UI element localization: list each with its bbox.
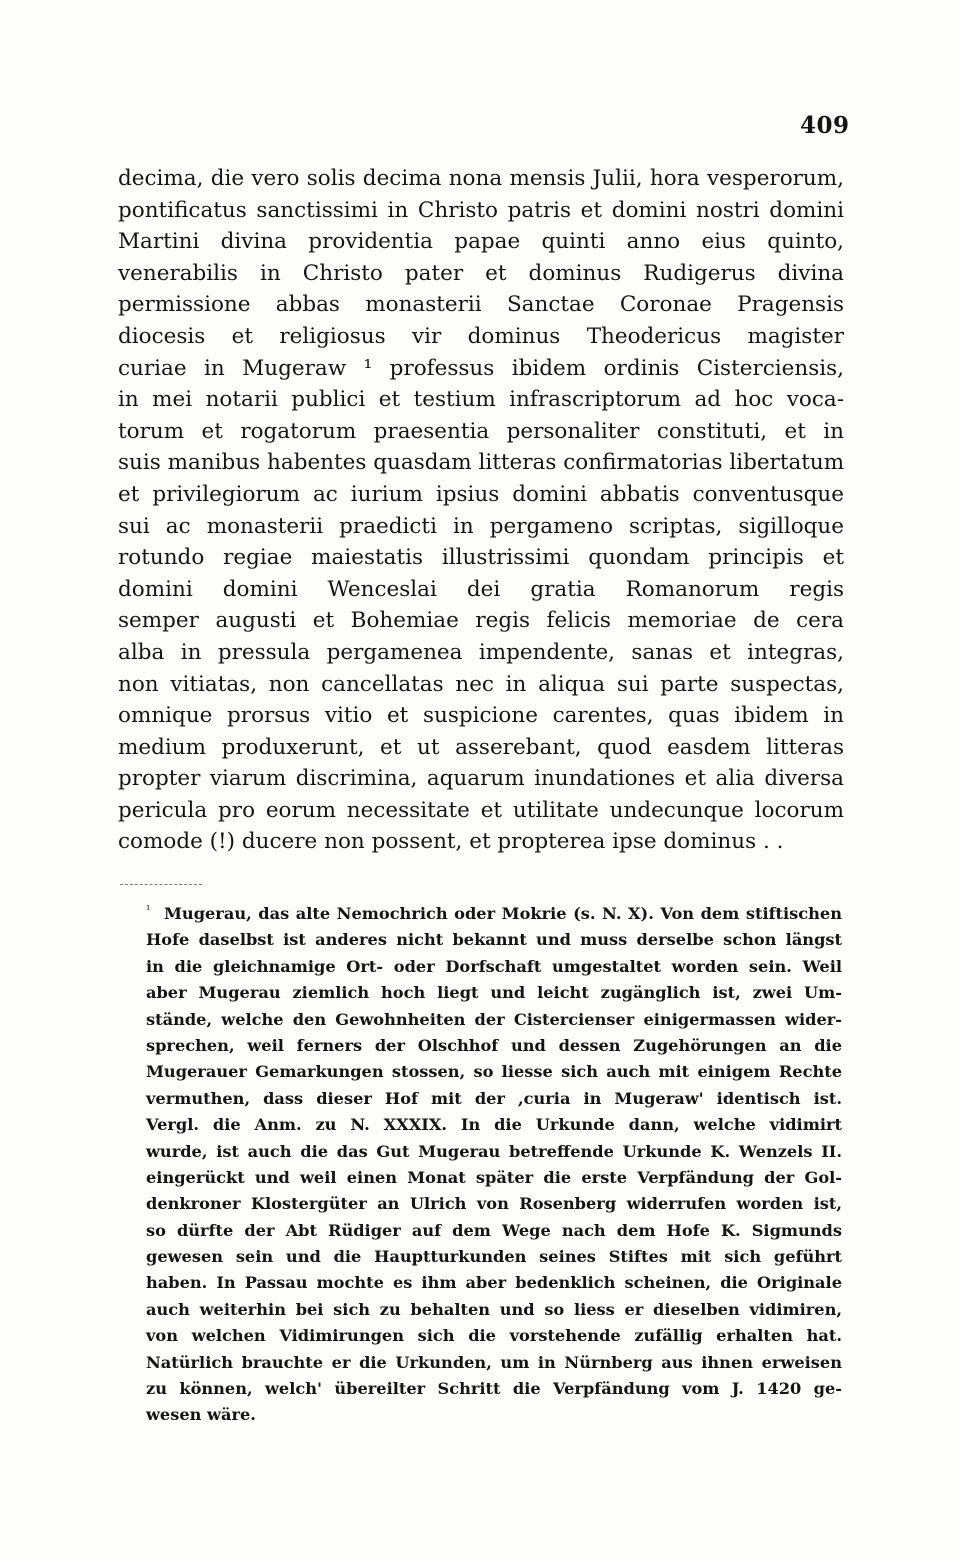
text-line: semper augusti et Bohemiae regis felicis memoriae de cera — [118, 608, 844, 634]
footnote-line: haben. In Passau mochte es ihm aber bedenklich scheinen, die Originale — [146, 1273, 842, 1293]
text-line: propter viarum discrimina, aquarum inundationes et alia diversa — [118, 766, 844, 792]
footnote-line: gewesen sein und die Hauptturkunden seines Stiftes mit sich geführt — [146, 1247, 842, 1267]
footnote-block — [146, 901, 842, 1429]
text-line: suis manibus habentes quasdam litteras confirmatorias libertatum — [118, 450, 845, 476]
text-line: medium produxerunt, et ut asserebant, quod easdem litteras — [118, 734, 844, 760]
footnote-line: wesen wäre. — [146, 1405, 256, 1425]
text-line: domini domini Wenceslai dei gratia Romanorum regis — [118, 576, 844, 602]
footnote-line: auch weiterhin bei sich zu behalten und so liess er dieselben vidimiren, — [146, 1299, 842, 1319]
footnote-line: zu können, welch' übereilter Schritt die Verpfändung vom J. 1420 ge- — [146, 1379, 842, 1399]
text-line: diocesis et religiosus vir dominus Theodericus magister — [118, 323, 844, 349]
footnote-line: in die gleichnamige Ort- oder Dorfschaft umgestaltet worden sein. Weil — [146, 956, 842, 976]
text-line: Martini divina providentia papae quinti anno eius quinto, — [118, 229, 844, 255]
text-line: non vitiatas, non cancellatas nec in aliqua sui parte suspectas, — [118, 671, 844, 697]
footnote-line: von welchen Vidimirungen sich die vorstehende zufällig erhalten hat. — [146, 1326, 842, 1346]
footnote-line: vermuthen, dass dieser Hof mit der ,curia in Mugeraw' identisch ist. — [146, 1088, 842, 1108]
text-line: curiae in Mugeraw ¹ professus ibidem ordinis Cisterciensis, — [118, 355, 844, 381]
footnote-line: denkroner Klostergüter an Ulrich von Rosenberg widerrufen worden ist, — [146, 1194, 842, 1214]
text-line: alba in pressula pergamenea impendente, sanas et integras, — [118, 639, 844, 665]
text-line: pontificatus sanctissimi in Christo patris et domini nostri domini — [118, 197, 844, 223]
text-line: rotundo regiae maiestatis illustrissimi quondam principis et — [118, 545, 844, 571]
footnote-line: eingerückt und weil einen Monat später die erste Verpfändung der Gol- — [146, 1167, 842, 1187]
main-text-block — [118, 163, 844, 858]
footnote-line: wurde, ist auch die das Gut Mugerau betreffende Urkunde K. Wenzels II. — [146, 1141, 842, 1161]
text-line: comode (!) ducere non possent, et propterea ipse dominus . . — [118, 829, 784, 855]
footnote-marker: ¹ — [146, 903, 151, 916]
footnote-line: Vergl. die Anm. zu N. XXXIX. In die Urkunde dann, welche vidimirt — [146, 1115, 842, 1135]
text-line: et privilegiorum ac iurium ipsius domini abbatis conventusque — [118, 481, 844, 507]
text-line: pericula pro eorum necessitate et utilitate undecunque locorum — [118, 797, 844, 823]
footnote-line: aber Mugerau ziemlich hoch liegt und leicht zugänglich ist, zwei Um- — [146, 983, 842, 1003]
footnote-line: Mugerauer Gemarkungen stossen, so liesse sich auch mit einigem Rechte — [146, 1062, 842, 1082]
footnote-line: stände, welche den Gewohnheiten der Cistercienser einigermassen wider- — [146, 1009, 842, 1029]
text-line: in mei notarii publici et testium infrascriptorum ad hoc voca- — [118, 387, 844, 413]
footnote-line: sprechen, weil ferners der Olschhof und dessen Zugehörungen an die — [146, 1035, 842, 1055]
footnote-separator — [120, 884, 202, 886]
text-line: decima, die vero solis decima nona mensis Julii, hora vesperorum, — [118, 166, 844, 191]
page-number: 409 — [800, 112, 850, 139]
text-line: torum et rogatorum praesentia personaliter constituti, et in — [118, 418, 844, 444]
footnote-line: Hofe daselbst ist anderes nicht bekannt und muss derselbe schon längst — [146, 930, 842, 950]
text-line: venerabilis in Christo pater et dominus Rudigerus divina — [118, 260, 844, 286]
text-line: permissione abbas monasterii Sanctae Coronae Pragensis — [118, 292, 844, 318]
footnote-line: Natürlich brauchte er die Urkunden, um in Nürnberg aus ihnen erweisen — [146, 1352, 842, 1372]
footnote-line-text: Mugerau, das alte Nemochrich oder Mokrie (s. N. X). Von dem stiftischen — [164, 904, 842, 923]
text-line: omnique prorsus vitio et suspicione carentes, quas ibidem in — [118, 703, 844, 729]
footnote-line — [146, 901, 842, 927]
footnote-line: so dürfte der Abt Rüdiger auf dem Wege nach dem Hofe K. Sigmunds — [146, 1220, 842, 1240]
text-line: sui ac monasterii praedicti in pergameno scriptas, sigilloque — [118, 513, 844, 539]
